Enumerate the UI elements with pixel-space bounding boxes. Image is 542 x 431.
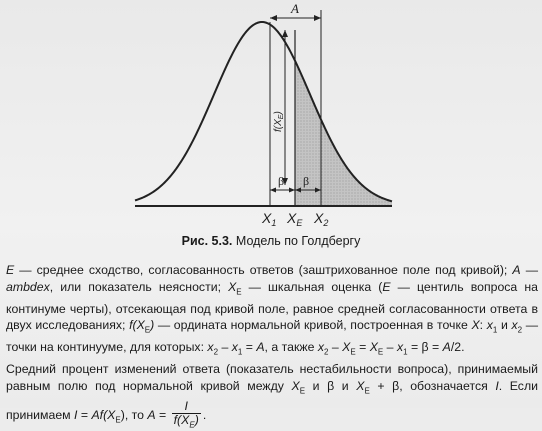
tick-x1: $X_1$ [262,210,277,228]
label-beta-left: β [278,174,285,188]
text-run: x [317,340,324,355]
text-run: = β = [407,340,443,355]
text-run: E [382,279,391,294]
text-run: A [256,340,265,355]
text-run: x [207,340,214,355]
text-run: x [486,318,493,333]
label-fxe: $f(X_E)$ [273,111,285,132]
text-run: E [236,287,242,297]
text-run: E [350,347,356,357]
body-text [6,262,538,431]
caption-text: Модель по Голдбергу [235,234,361,248]
text-run: x [231,340,238,355]
text-run: I [495,378,499,393]
text-run: – [383,340,397,355]
text-run: = [155,407,170,422]
text-run: — центиль вопроса на континуме черты), отсекающая под кривой поле, равное средней согласованности ответа в двух исследованиях; [6,279,538,333]
text-run: – [218,340,232,355]
text-run: E [6,263,15,277]
text-run: = [242,340,257,355]
text-run: ), то [120,407,148,422]
text-run: 2 [324,347,329,357]
fraction-numerator: I [172,400,201,414]
text-run: = [77,407,92,422]
tick-x2: $X_2$ [314,210,329,228]
text-run: E [144,325,151,335]
text-run: x [396,340,404,355]
text-run: X [228,279,237,294]
fraction-formula [172,400,201,431]
text-run: ) [150,318,155,333]
text-run: — шкальная оценка ( [241,279,383,294]
text-run: – [328,340,343,355]
text-run: X [342,340,351,355]
formula-trailing: . [202,407,207,422]
text-run: — ордината нормальной кривой, построенная в точке [154,318,472,333]
text-run: + β, обозначается [369,378,496,393]
text-run: — точки на континууме, для которых: [6,318,539,355]
ordinate-arrow-top [282,30,288,37]
text-run: , или показатель неясности; [49,279,229,294]
text-run: 2 [517,325,523,335]
a-arrow-right [314,15,321,21]
text-run: . Если принимаем [6,378,539,422]
shaded-area [295,61,392,206]
text-run: 1 [403,347,408,357]
denominator-close: ) [194,412,199,427]
text-run: , а также [264,340,318,355]
figure-caption [0,234,542,248]
text-run: — [520,263,538,277]
text-run: 2 [213,347,219,357]
text-run: = [355,340,370,355]
text-run: x [511,318,518,333]
fraction-denominator [172,414,201,431]
text-run: A [147,407,156,422]
text-run: A [442,340,451,355]
text-run: — среднее сходство, согласованность ответов (заштрихованное поле под кривой); [14,263,513,277]
beta-left-arrow [270,188,276,193]
text-run: X [369,340,378,355]
tick-xe: $X_E$ [287,210,303,228]
text-run: 1 [492,325,498,335]
text-run: X [471,318,480,333]
text-run: X [356,378,365,393]
text-run: Af(X [91,407,116,422]
label-beta-right: β [303,174,310,188]
text-run: E [364,386,370,396]
text-run: 1 [237,347,243,357]
beta-left-arrow2 [289,188,295,193]
text-run: /2. [450,340,465,355]
formula-paragraph [6,361,538,431]
normal-curve [135,22,392,201]
text-run: E [115,415,121,425]
text-run: A [512,263,521,277]
denominator-text: f(X [173,412,190,427]
legend-paragraph [6,262,538,361]
a-arrow-left [270,15,277,21]
text-run: Средний процент изменений ответа (показатель нестабильности вопроса), принимаемый равным полю под нормальной кривой между [6,362,538,393]
text-run: и [497,318,512,333]
text-run: X [291,378,300,393]
text-run: : [479,318,487,333]
text-run: E [299,386,306,396]
text-run: E [377,347,384,357]
text-run: и β и [305,378,357,393]
caption-prefix: Рис. 5.3. [181,234,233,248]
text-run: f(X [129,318,145,333]
text-run: ambdex [6,279,50,294]
text-run: I [74,407,78,422]
label-a: A [291,1,299,16]
denominator-sub: E [189,420,195,430]
